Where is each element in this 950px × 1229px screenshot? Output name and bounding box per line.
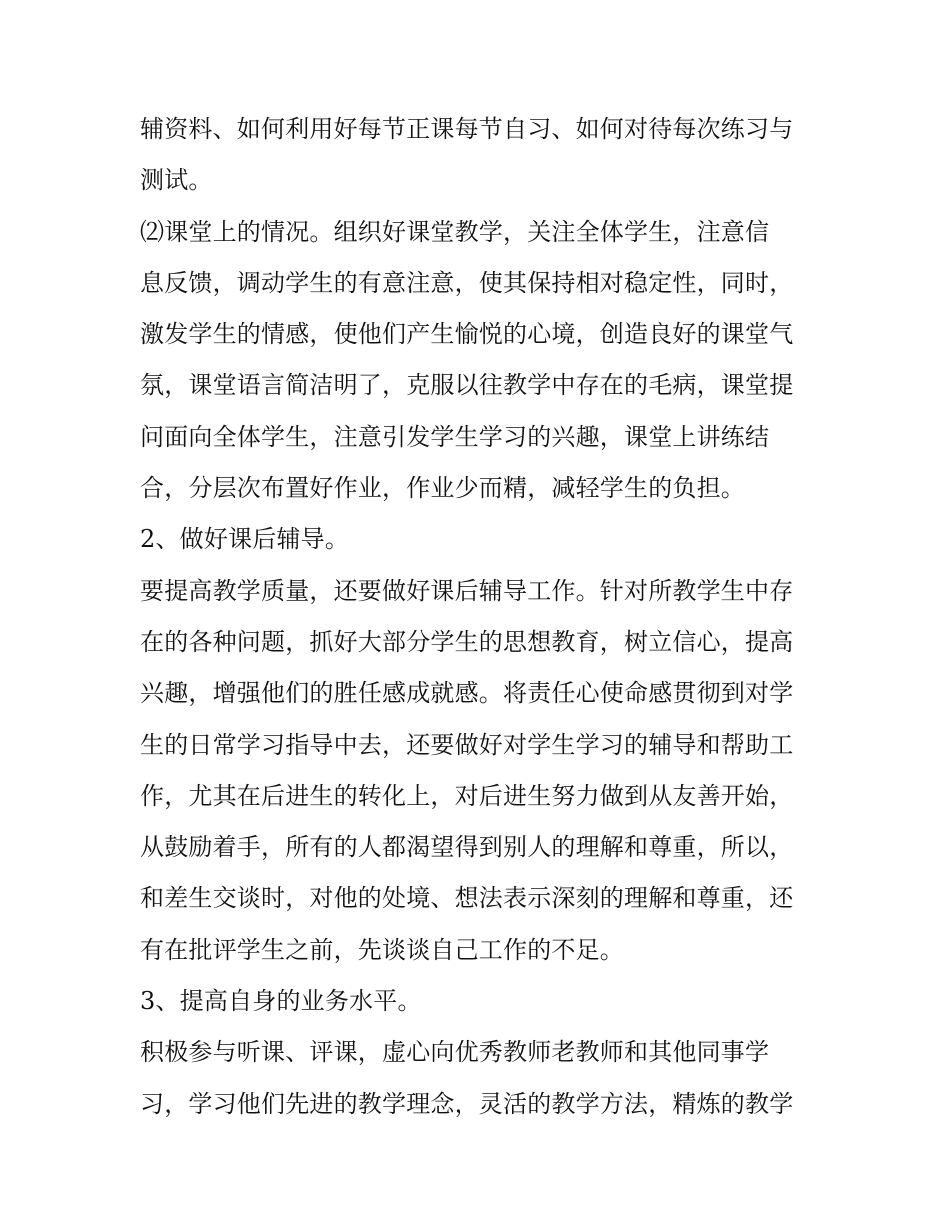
text-line-17: 有在批评学生之前，先谈谈自己工作的不足。 — [140, 935, 624, 964]
section-heading-3: 3、提高自身的业务水平。 — [140, 987, 422, 1016]
text-line-10: 要提高教学质量，还要做好课后辅导工作。针对所教学生中存 — [140, 576, 794, 605]
text-line-19: 积极参与听课、评课，虚心向优秀教师老教师和其他同事学 — [140, 1038, 770, 1067]
text-line-1: 辅资料、如何利用好每节正课每节自习、如何对待每次练习与 — [140, 115, 794, 143]
text-line-6: 氛，课堂语言简洁明了，克服以往教学中存在的毛病，课堂提 — [140, 371, 794, 400]
text-line-8: 合，分层次布置好作业，作业少而精，减轻学生的负担。 — [140, 474, 745, 503]
text-line-14: 作，尤其在后进生的转化上，对后进生努力做到从友善开始， — [140, 781, 794, 810]
text-line-15: 从鼓励着手，所有的人都渴望得到别人的理解和尊重，所以， — [140, 833, 794, 862]
text-line-5: 激发学生的情感，使他们产生愉悦的心境，创造良好的课堂气 — [140, 320, 794, 349]
text-line-11: 在的各种问题，抓好大部分学生的思想教育，树立信心，提高 — [140, 627, 794, 656]
text-line-3: ⑵课堂上的情况。组织好课堂教学，关注全体学生，注意信 — [140, 217, 770, 246]
text-line-4: 息反馈，调动学生的有意注意，使其保持相对稳定性，同时， — [140, 268, 794, 297]
text-line-7: 问面向全体学生，注意引发学生学习的兴趣，课堂上讲练结 — [140, 422, 770, 451]
text-line-13: 生的日常学习指导中去，还要做好对学生学习的辅导和帮助工 — [140, 730, 794, 759]
text-line-20: 习，学习他们先进的教学理念，灵活的教学方法，精炼的教学 — [140, 1089, 794, 1118]
text-line-12: 兴趣，增强他们的胜任感成就感。将责任心使命感贯彻到对学 — [140, 679, 794, 708]
section-heading-2: 2、做好课后辅导。 — [140, 525, 350, 554]
text-line-16: 和差生交谈时，对他的处境、想法表示深刻的理解和尊重，还 — [140, 884, 794, 913]
document-body — [140, 104, 830, 1130]
text-line-2: 测试。 — [140, 166, 213, 195]
